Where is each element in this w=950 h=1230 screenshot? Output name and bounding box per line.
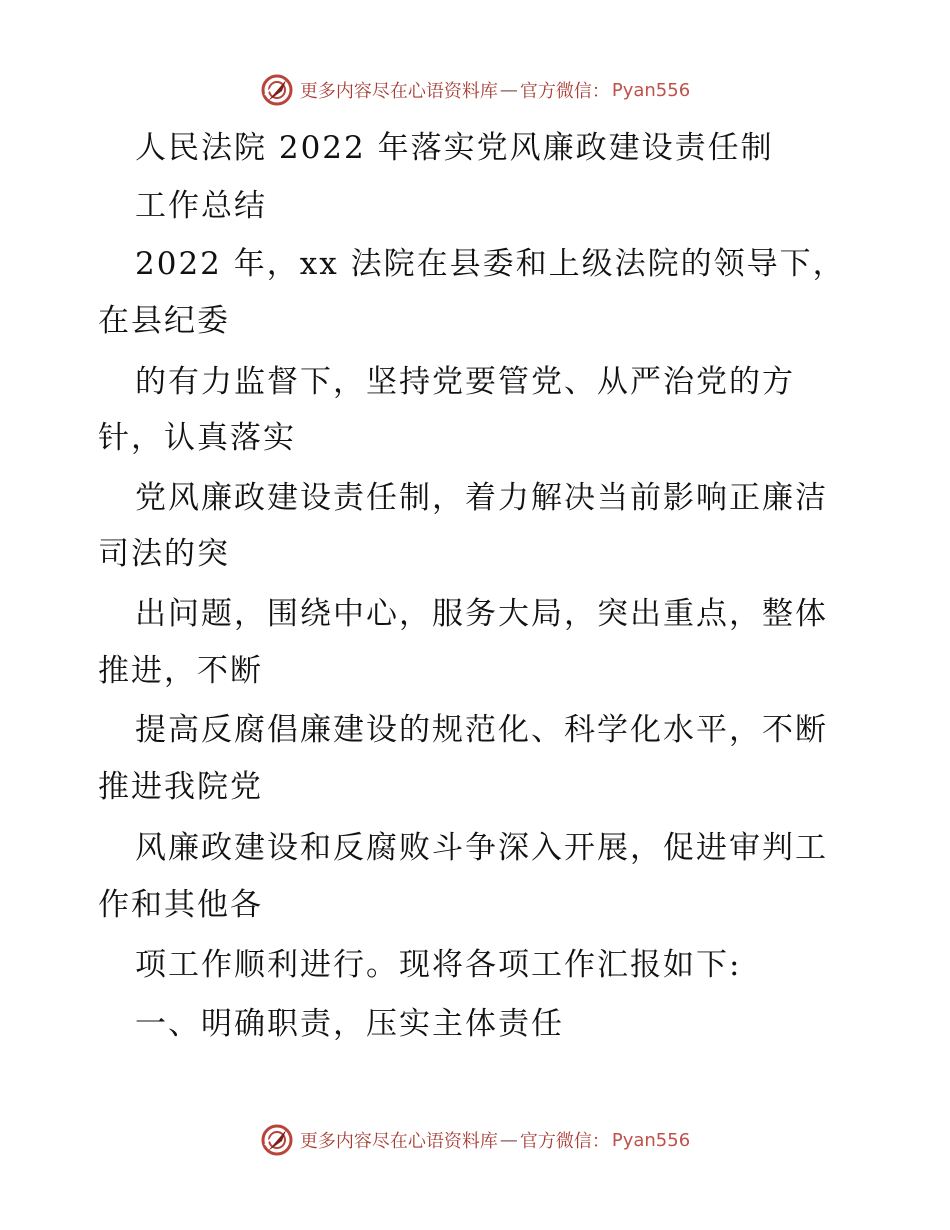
document-title-line-1: 人民法院 2022 年落实党风廉政建设责任制 <box>135 130 774 166</box>
body-text-line: 项工作顺利进行。现将各项工作汇报如下: <box>135 947 742 983</box>
body-text-line: 2022 年，xx 法院在县委和上级法院的领导下， <box>135 246 846 282</box>
watermark-contact-id: Pyan556 <box>611 79 691 101</box>
body-text-line: 针，认真落实 <box>98 420 296 456</box>
body-text-line: 在县纪委 <box>98 303 230 339</box>
watermark-separator: — <box>499 79 518 101</box>
body-text-line: 作和其他各 <box>98 887 263 923</box>
watermark-contact-label: 官方微信： <box>519 81 610 102</box>
body-text-line: 的有力监督下，坚持党要管党、从严治党的方 <box>135 364 795 400</box>
watermark-separator: — <box>499 1129 518 1151</box>
body-text-line: 提高反腐倡廉建设的规范化、科学化水平，不断 <box>135 712 828 748</box>
watermark-contact-label: 官方微信： <box>519 1131 610 1152</box>
section-heading: 一、明确职责，压实主体责任 <box>135 1006 564 1042</box>
watermark-contact-id: Pyan556 <box>611 1129 691 1151</box>
body-text-line: 司法的突 <box>98 536 230 572</box>
feather-logo-icon <box>260 1123 294 1157</box>
footer-watermark <box>0 1120 950 1160</box>
body-text-line: 出问题，围绕中心，服务大局，突出重点，整体 <box>135 596 828 632</box>
body-text-line: 党风廉政建设责任制，着力解决当前影响正廉洁 <box>135 480 828 516</box>
body-text-line: 风廉政建设和反腐败斗争深入开展，促进审判工 <box>135 830 828 866</box>
document-title-line-2: 工作总结 <box>135 188 267 224</box>
header-watermark <box>0 70 950 110</box>
feather-logo-icon <box>260 73 294 107</box>
watermark-site-text: 更多内容尽在心语资料库 <box>299 1131 498 1152</box>
watermark-site-text: 更多内容尽在心语资料库 <box>299 81 498 102</box>
body-text-line: 推进我院党 <box>98 769 263 805</box>
body-text-line: 推进，不断 <box>98 653 263 689</box>
